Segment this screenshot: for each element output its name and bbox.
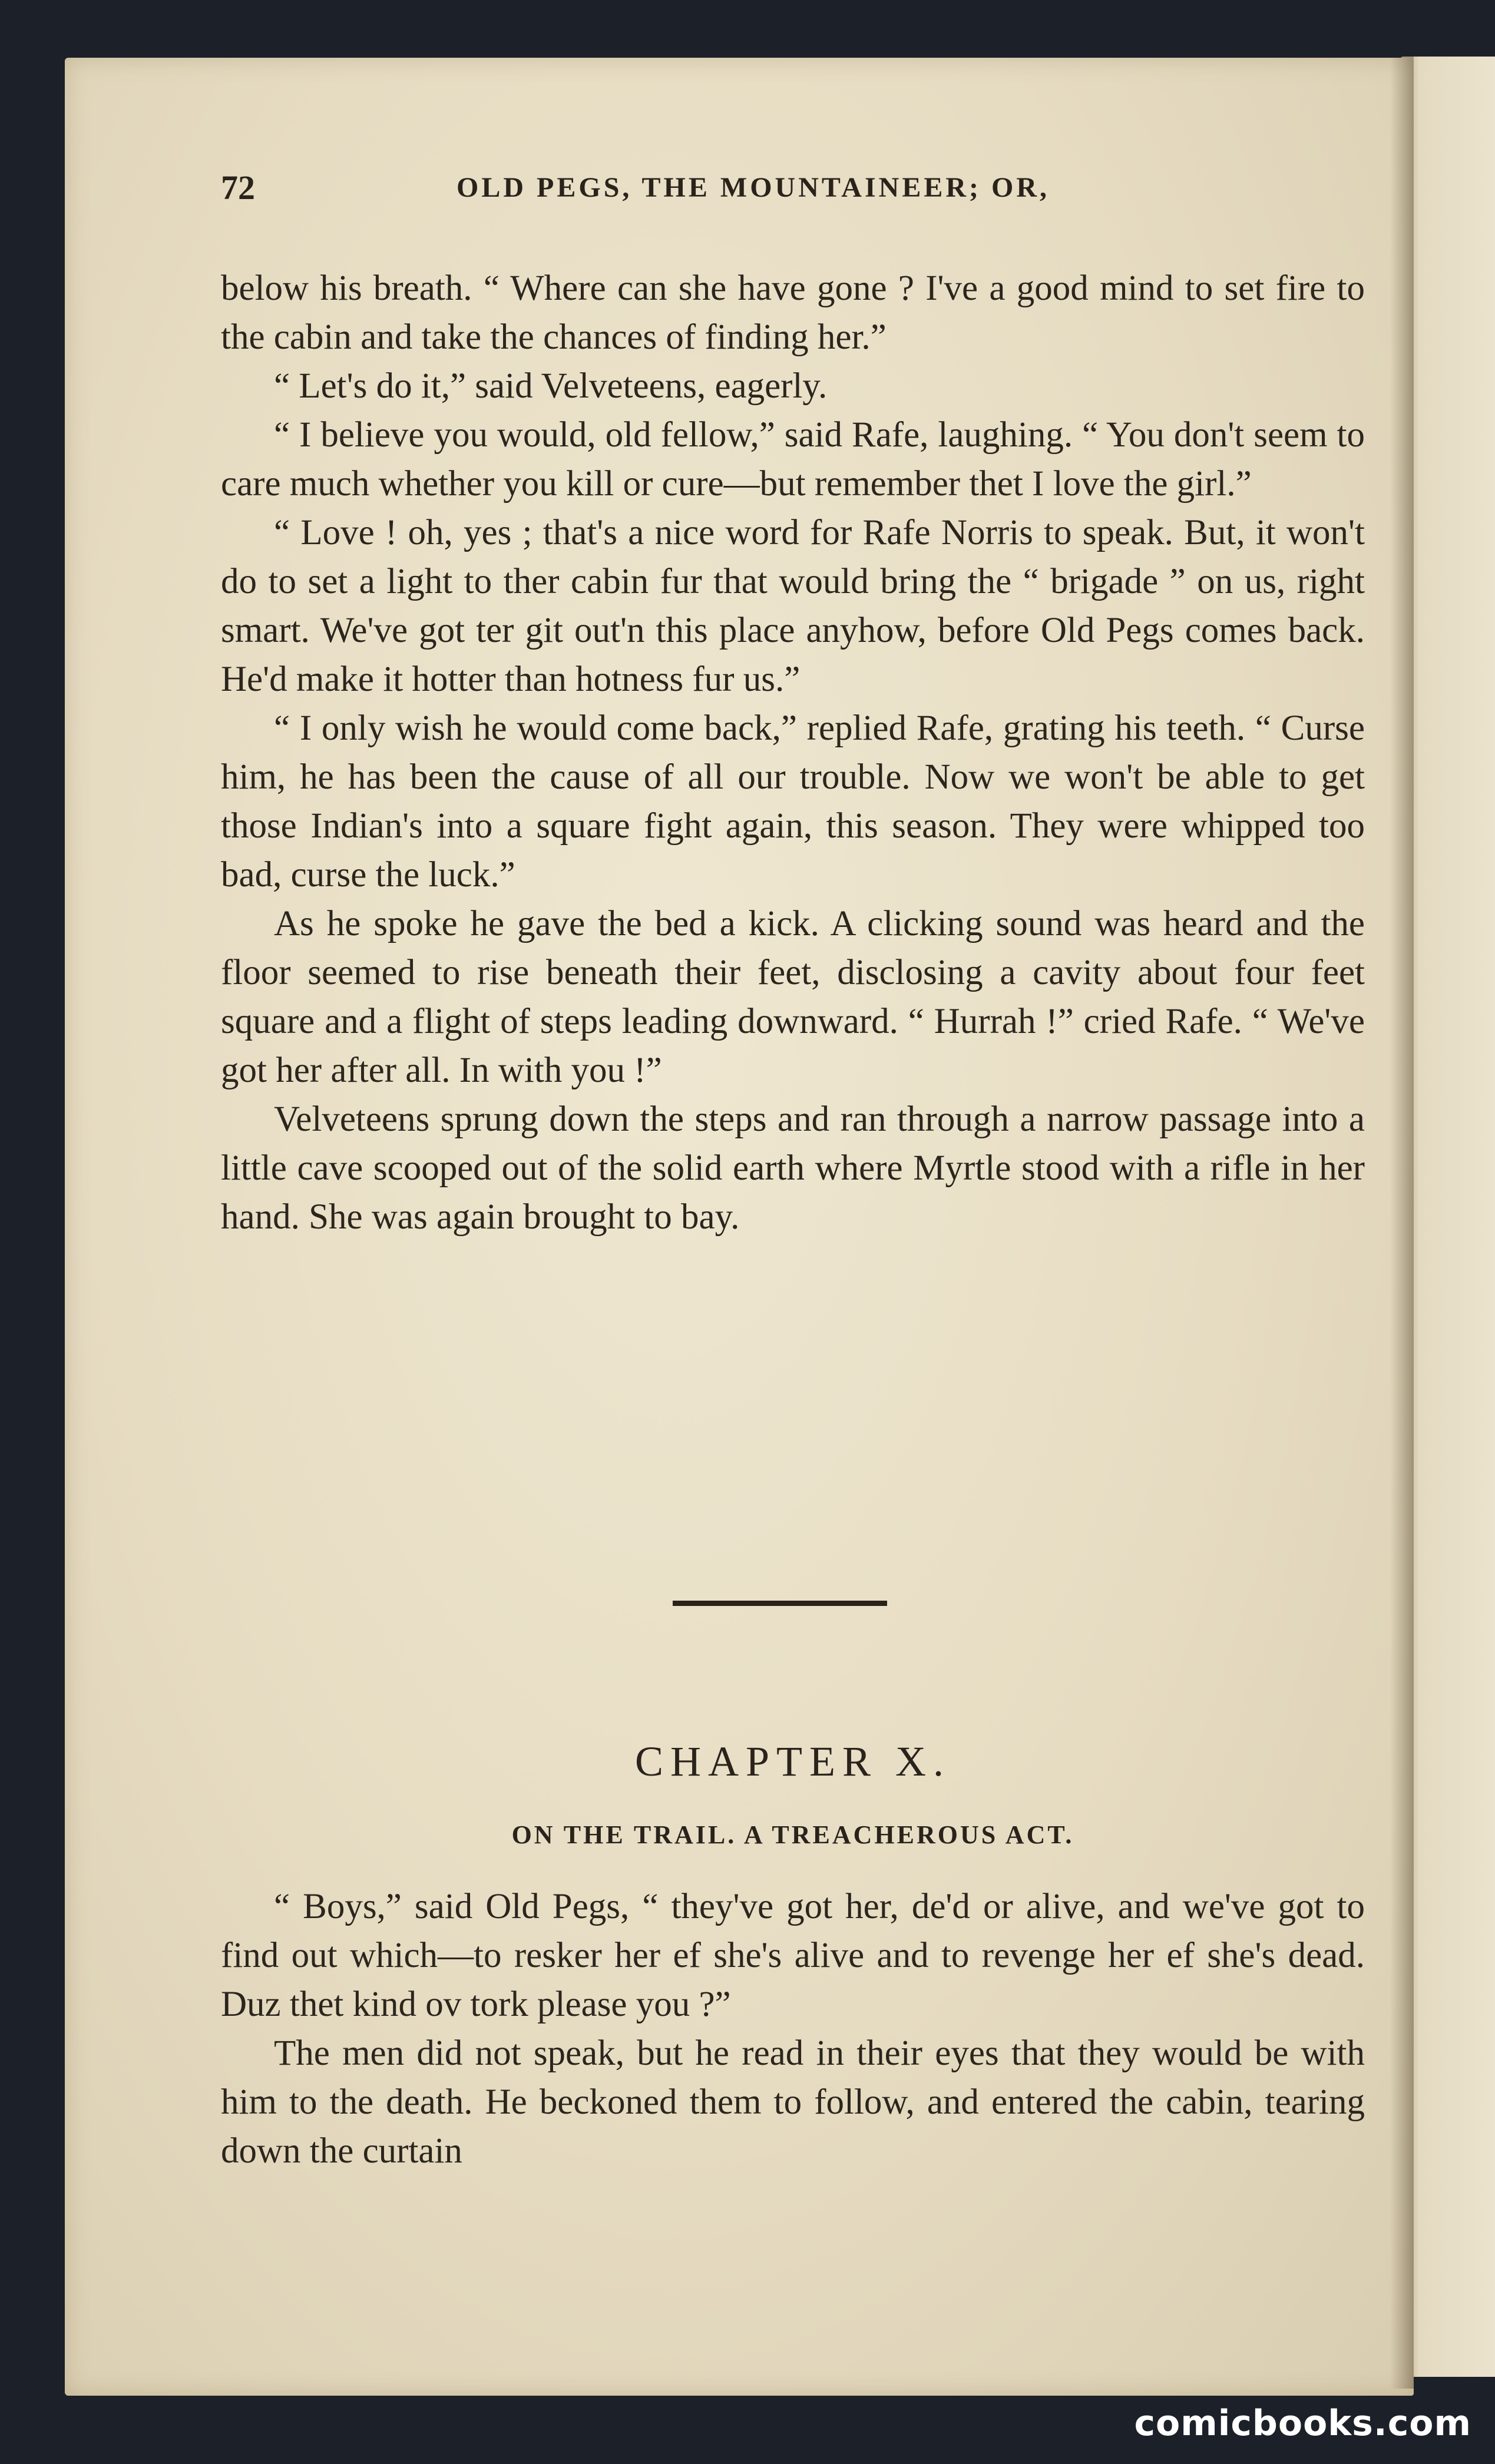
watermark: comicbooks.com bbox=[1134, 2403, 1471, 2444]
chapter-subtitle: ON THE TRAIL. A TREACHEROUS ACT. bbox=[511, 1820, 1074, 1849]
chapter-paragraph: The men did not speak, but he read in their eyes that they would be with him to the death. He beckoned them to follow, and entered the cabin, tearing down the curtain bbox=[221, 2034, 1365, 2171]
spine-shadow bbox=[1390, 57, 1414, 2389]
section-divider-rule bbox=[673, 1601, 887, 1606]
page-number: 72 bbox=[221, 168, 255, 207]
paragraph: “ I only wish he would come back,” replied Rafe, grating his teeth. “ Curse him, he has been the cause of all our trouble. Now we won't be able to get those Indian's into a square fight again, this season. They were whipped too bad, curse the luck.” bbox=[221, 708, 1365, 895]
paragraph: “ Let's do it,” said Velveteens, eagerly. bbox=[274, 366, 828, 406]
chapter-title: CHAPTER X. bbox=[634, 1738, 951, 1785]
paragraph: below his breath. “ Where can she have gone ? I've a good mind to set fire to the cabin and take the chances of finding her.” bbox=[221, 269, 1365, 357]
next-page-edge bbox=[1401, 57, 1495, 2377]
paragraph: “ Love ! oh, yes ; that's a nice word for Rafe Norris to speak. But, it won't do to set a light to ther cabin fur that would bring the “ brigade ” on us, right smart. We've got ter git out'n this place anyhow, before Old Pegs comes back. He'd make it hotter than hotness fur us.” bbox=[221, 513, 1365, 699]
running-head bbox=[221, 168, 1128, 209]
paragraph: As he spoke he gave the bed a kick. A clicking sound was heard and the floor seemed to rise beneath their feet, disclosing a cavity about four feet square and a flight of steps leading downward. “ Hurrah !” cried Rafe. “ We've got her after all. In with you !” bbox=[221, 904, 1365, 1090]
body-text bbox=[221, 264, 1365, 1241]
paragraph: “ I believe you would, old fellow,” said Rafe, laughing. “ You don't seem to care much whether you kill or cure—but remember thet I love the girl.” bbox=[221, 415, 1365, 504]
paragraph: Velveteens sprung down the steps and ran through a narrow passage into a little cave scooped out of the solid earth where Myrtle stood with a rifle in her hand. She was again brought to bay. bbox=[221, 1099, 1365, 1237]
chapter-text bbox=[221, 1882, 1365, 2175]
chapter-paragraph: “ Boys,” said Old Pegs, “ they've got her, de'd or alive, and we've got to find out which—to resker her ef she's alive and to revenge her ef she's dead. Duz thet kind ov tork please you ?” bbox=[221, 1887, 1365, 2024]
running-title: OLD PEGS, THE MOUNTAINEER; OR, bbox=[457, 172, 1050, 203]
